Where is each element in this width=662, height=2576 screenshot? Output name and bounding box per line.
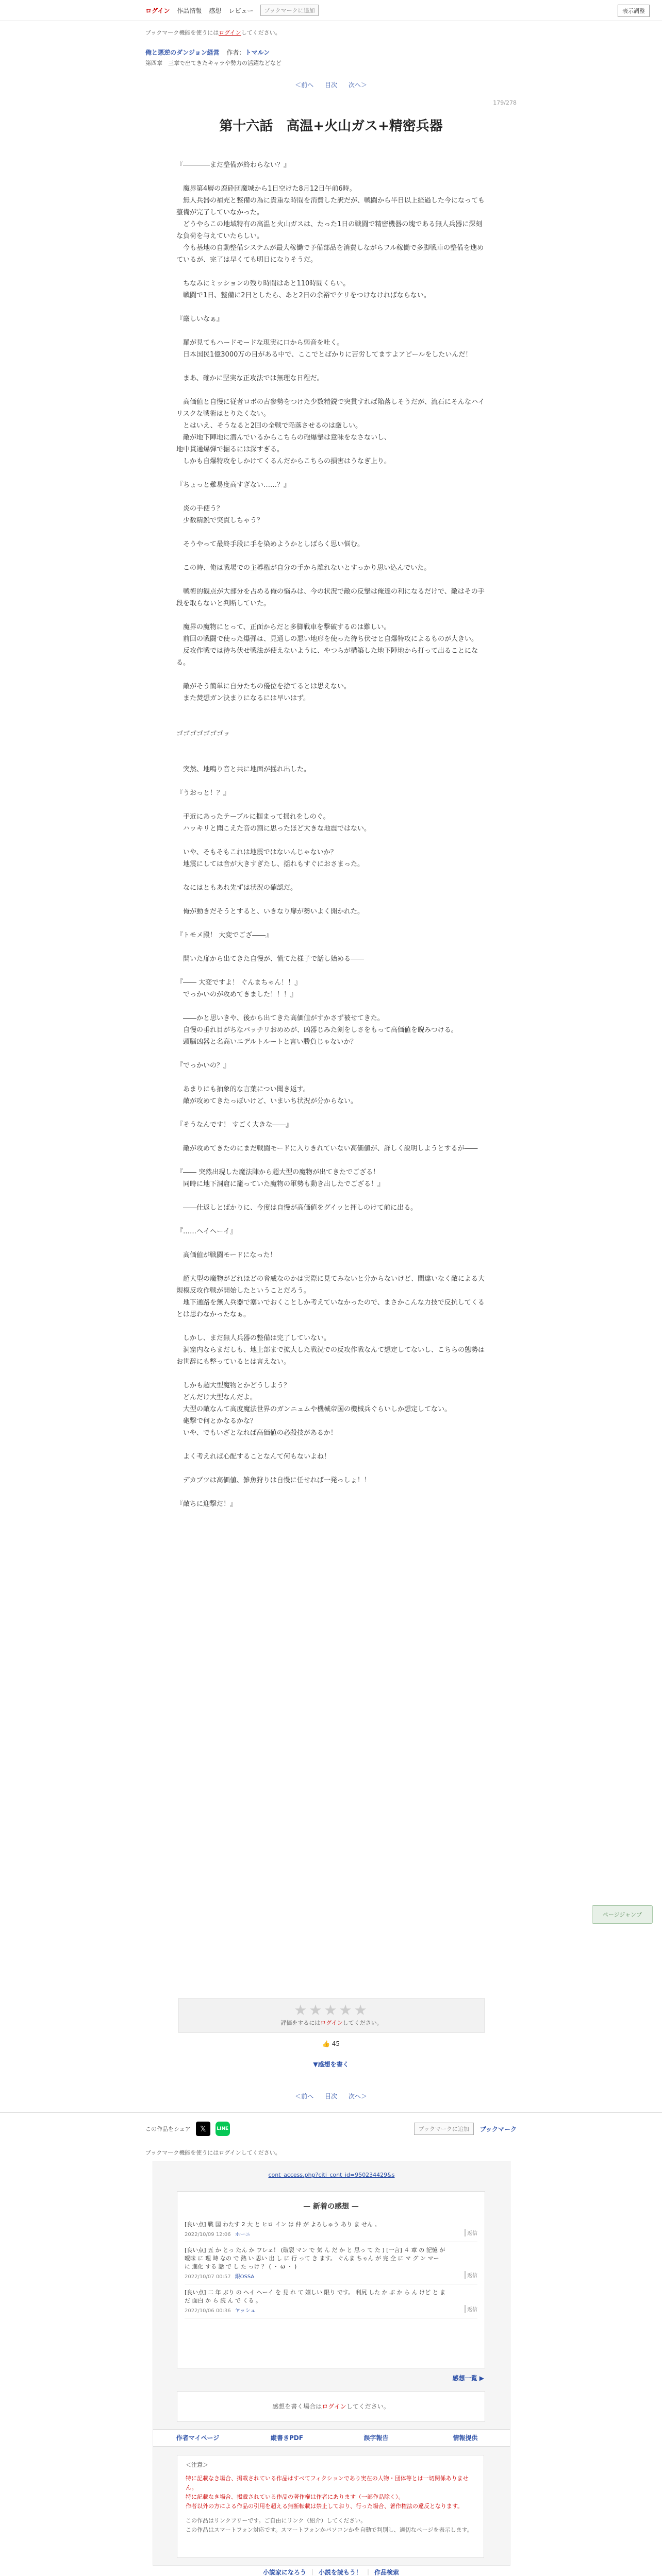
caution-line: 作者以外の方による作品の引用を超える無断転載は禁止しており、行った場合、著作権法の違反となります。: [186, 2503, 464, 2510]
rating-prefix: 評価をするには: [280, 2020, 321, 2026]
bookmark-add-button[interactable]: ブックマークに追加: [260, 5, 318, 16]
body-paragraph: 敵がそう簡単に自分たちの優位を捨てるとは思えない。: [176, 683, 351, 690]
reply-link[interactable]: 返信: [465, 2271, 477, 2279]
body-paragraph: 高価値と自慢に従者ロボの古参勢をつけた少数精鋭で突貫すれば陥落しそうだが、流石にそんなハイリスクな戦術はとりたくない。: [176, 398, 485, 418]
body-paragraph: [176, 1048, 486, 1060]
body-paragraph: 無人兵器の補充と整備の為に貴重な時間を消費した訳だが、戦闘から半日以上経過した今になっても整備が完了していなかった。: [176, 197, 485, 216]
body-paragraph: 羅が見てもハードモードな現実に口から弱音を吐く。: [176, 339, 344, 347]
body-paragraph: [176, 941, 486, 953]
prev-link-bottom[interactable]: ＜前へ: [295, 2093, 314, 2100]
login-link[interactable]: ログイン: [145, 7, 170, 14]
review-date: 2022/10/07 00:57: [185, 2274, 231, 2280]
body-paragraph: [176, 361, 486, 372]
body-paragraph: 敵が攻めてきたっぽいけど、いまいち状況が分からない。: [176, 1097, 358, 1105]
body-paragraph: まあ、確かに堅実な正攻法では無理な日程だ。: [176, 375, 324, 382]
body-paragraph: 地中貫通爆弾で掘るには深すぎる。: [176, 446, 284, 453]
body-paragraph: でっかいのが攻めてきました！！！』: [176, 991, 297, 998]
body-paragraph: 『―― 大変ですよ！ ぐんまちゃん！！』: [176, 979, 302, 987]
body-paragraph: 高価値が戦闘モードになった！: [176, 1251, 277, 1259]
body-paragraph: [176, 1486, 486, 1498]
reply-link[interactable]: 返信: [465, 2229, 477, 2236]
body-paragraph: 『そうなんです！ すごく大きな――』: [176, 1121, 293, 1129]
body-paragraph: しかも自爆特攻をしかけてくるんだからこちらの損害はうなぎ上り。: [176, 457, 391, 465]
next-link-bottom[interactable]: 次へ＞: [348, 2093, 367, 2100]
thumbs-up-icon: 👍: [322, 2040, 330, 2047]
review-item: [185, 2242, 477, 2284]
review-text: [良い点] 二 年 ぶり の ヘイ ヘーイ を 見 れ て 嬉しい 限り です。 利尻 した か ぶ か ら ん けど と まだ 面白 か ら 読 ん で くる 。: [185, 2289, 446, 2304]
body-paragraph: 超大型の魔物がどれほどの脅威なのかは実際に見てみないと分からないけど、間違いなく敵による大規模反攻作戦が開始したということだろう。: [176, 1275, 485, 1295]
body-paragraph: 『敵ちに迎撃だ！』: [176, 1500, 237, 1508]
bookmark-notice: [145, 28, 517, 37]
body-paragraph: いや、そもそもこれは地震ではないんじゃないか？: [176, 849, 337, 856]
body-paragraph: [176, 1155, 486, 1166]
reviews-box: [177, 2191, 485, 2368]
review-date: 2022/10/06 00:36: [185, 2308, 231, 2314]
body-paragraph: 『でっかいの？』: [176, 1062, 230, 1070]
body-paragraph: 敵が地下陣地に潜んでいるからこちらの砲爆撃は意味をなさないし、: [176, 434, 391, 442]
notice-login-link[interactable]: ログイン: [219, 29, 241, 36]
review-date: 2022/10/09 12:06: [185, 2232, 231, 2238]
body-paragraph: 突然、地鳴り音と共に地面が揺れ出した。: [176, 766, 311, 773]
body-paragraph: 自慢の垂れ目がちなパッチリおめめが、凶器じみた剣をしさをもって高価値を睨みつける。: [176, 1026, 458, 1034]
caution-note: この作品はスマートフォン対応です。スマートフォンかパソコンかを自動で判別し、適切なページを表示します。: [186, 2527, 473, 2533]
author-page-link[interactable]: 作者マイページ: [176, 2434, 220, 2442]
caution-box: [177, 2455, 484, 2558]
typo-report-link[interactable]: 誤字報告: [363, 2434, 389, 2442]
body-paragraph: [176, 918, 486, 929]
author-link[interactable]: トマルン: [245, 49, 270, 56]
pager-top: [0, 80, 662, 89]
body-paragraph: あまりにも抽象的な言葉につい聞き返す。: [176, 1086, 310, 1093]
review-meta: [185, 2230, 477, 2238]
display-settings-button[interactable]: 表示調整: [618, 5, 650, 17]
line-share-icon[interactable]: LINE: [216, 2122, 230, 2136]
body-paragraph: 『うおっと！？』: [176, 789, 230, 797]
body-paragraph: [176, 325, 486, 337]
body-paragraph: どんだけ大型なんだよ。: [176, 1394, 257, 1401]
body-paragraph: [176, 1072, 486, 1083]
body-paragraph: [176, 384, 486, 396]
body-paragraph: [176, 740, 486, 752]
body-paragraph: [176, 965, 486, 977]
body-paragraph: [176, 301, 486, 313]
footer-separator: ｜: [309, 2569, 316, 2576]
review-text: [良い点] 五 か とっ たん か ワレェ！ (破裂 マン で 気 ん だ か と 思っ て た ) [一言] ４ 章 の 記憶 が 曖昧 に 理 時 なの で 熱 い 思い 出 し に 行 って き ます。 ぐんま ちゃん が 完 全 に マ グ ン マー に 進化 する 話 で し た っけ ？ ( ・ ω ・ ): [185, 2247, 445, 2270]
review-meta: [185, 2306, 477, 2314]
body-paragraph: [176, 752, 486, 764]
bookmark-link[interactable]: ブックマーク: [479, 2125, 517, 2133]
body-paragraph: また焚想ガン決まりになるには早いはず。: [176, 694, 310, 702]
body-paragraph: [176, 1214, 486, 1226]
lower-section: [153, 2161, 510, 2566]
body-paragraph: [176, 1190, 486, 1202]
share-label: この作品をシェア: [145, 2126, 191, 2132]
review-login-prefix: 感想を書く場合は: [272, 2403, 322, 2410]
body-paragraph: 俺が動きだそうとすると、いきなり扉が勢いよく開かれた。: [176, 908, 365, 916]
author-label: 作者：: [226, 49, 245, 56]
body-paragraph: [176, 870, 486, 882]
novel-body: [176, 159, 486, 1510]
body-paragraph: [176, 550, 486, 562]
rating-login-link[interactable]: ログイン: [320, 2020, 343, 2026]
body-paragraph: 地震にしては音が大きすぎたし、揺れもすぐにおさまった。: [176, 860, 365, 868]
body-paragraph: 同時に地下洞窟に籠っていた魔物の軍勢も動き出したでござる！』: [176, 1180, 385, 1188]
body-paragraph: 反攻作戦では待ち伏せ戦法が使えないように、やつらが構築した地下陣地から打って出ることになる。: [176, 647, 478, 667]
body-paragraph: [176, 1261, 486, 1273]
body-paragraph: 地下通路を無人兵器で塞いでおくことしか考えていなかったので、まさかこんな力技で反抗してくるとは思わなかったなぁ。: [176, 1299, 485, 1318]
body-paragraph: [176, 1131, 486, 1143]
body-paragraph: ハッキリと聞こえた音の割に思ったほど大きな地震ではない。: [176, 825, 371, 833]
caution-line: 特に記載なき場合、掲載されている作品はすべてフィクションであり実在の人物・団体等とは一切関係ありません。: [186, 2475, 469, 2491]
prev-link[interactable]: ＜前へ: [295, 81, 314, 89]
body-paragraph: 日本国民1億3000万の目がある中で、ここでとばかりに苦労してますよアピールをしたいんだ！: [176, 351, 472, 359]
like-button[interactable]: [316, 2040, 346, 2047]
body-paragraph: [176, 669, 486, 681]
review-item: [185, 2216, 477, 2242]
review-author[interactable]: ヤッシュ: [235, 2308, 256, 2314]
body-paragraph: 今も基地の自動整備システムが最大稼働で予備部品を消費しながらフル稼働で多脚戦車の整備を進めているが、完了は早くても明日になりそうだ。: [176, 244, 484, 264]
body-paragraph: なにはともあれ先ずは状況の確認だ。: [176, 884, 297, 892]
body-paragraph: [176, 171, 486, 183]
body-paragraph: 敵が攻めてきたのにまだ戦闘モードに入りきれていない高価値が、詳しく説明しようとするが――: [176, 1145, 478, 1153]
body-paragraph: 頭脳凶器と名高いエデルトルートと言い勝負じゃないか？: [176, 1038, 357, 1046]
body-paragraph: [176, 1320, 486, 1332]
body-paragraph: [176, 574, 486, 586]
toc-link-bottom[interactable]: 目次: [324, 2093, 337, 2100]
body-paragraph: いや、でもいざとなれば高価値の必殺技があるか！: [176, 1429, 337, 1437]
vertical-pdf-link[interactable]: 縦書きPDF: [271, 2434, 303, 2442]
footer-narou-link[interactable]: 小説家になろう: [262, 2569, 306, 2576]
page-count: 179/278: [493, 99, 517, 106]
series-info: [145, 48, 517, 67]
footer-yomou-link[interactable]: 小説を読もう！: [318, 2569, 362, 2576]
body-paragraph: [176, 467, 486, 479]
body-paragraph: ゴゴゴゴゴゴゴッ: [176, 730, 230, 738]
footer-search-link[interactable]: 作品検索: [374, 2569, 400, 2576]
rating-label: [179, 2019, 484, 2027]
work-info-link[interactable]: 作品情報: [177, 7, 202, 14]
body-paragraph: [176, 491, 486, 503]
pager-bottom: [145, 2092, 517, 2100]
body-paragraph: [176, 1463, 486, 1475]
body-paragraph: [176, 1238, 486, 1249]
write-review-link[interactable]: ▼感想を書く: [313, 2061, 349, 2068]
body-paragraph: 『厳しいなぁ』: [176, 315, 224, 323]
review-link[interactable]: 感想: [209, 7, 222, 14]
review-login-box: [177, 2391, 485, 2422]
body-paragraph: [176, 775, 486, 787]
review-meta: [185, 2272, 477, 2280]
body-paragraph: [176, 1368, 486, 1380]
series-title-link[interactable]: 俺と悪逆のダンジョン経営: [145, 49, 220, 56]
body-paragraph: 開いた扉から出てきた自慢が、慌てた様子で話し始める――: [176, 955, 365, 963]
rating-box: [178, 1998, 485, 2033]
body-paragraph: 『……ヘイヘーイ』: [176, 1228, 237, 1235]
rating-suffix: してください。: [342, 2020, 383, 2026]
rating-link[interactable]: レビュー: [228, 7, 254, 14]
body-paragraph: 大型の敵なんて高度魔法世界のガンニュムや機械帝国の機械兵ぐらいしか想定してない。: [176, 1405, 452, 1413]
body-paragraph: この時、俺は戦場での主導権が自分の手から離れないとすっかり思い込んでいた。: [176, 564, 431, 572]
share-inner: [145, 2121, 517, 2137]
body-paragraph: どうやらこの地域特有の高温と火山ガスは、たった1日の戦闘で精密機器の塊である無人兵器に深刻な負荷を与えていたらしい。: [176, 221, 483, 240]
body-paragraph: [176, 1107, 486, 1119]
body-paragraph: 戦術的観点が大部分を占める俺の悩みは、今の状況で敵の反撃は俺達の利になるだけで、敵はその手段を取らないと判断していた。: [176, 588, 485, 607]
body-paragraph: 戦闘で1日、整備に2日としたら、あと2日の余裕でケリをつけなければならない。: [176, 292, 431, 299]
rating-stars[interactable]: ★★★★★: [294, 2002, 369, 2019]
body-paragraph: 砲撃で何とかなるかな？: [176, 1417, 257, 1425]
caution-note: この作品はリンクフリーです。ご自由にリンク（紹介）してください。: [186, 2517, 367, 2524]
info-provide-link[interactable]: 情報提供: [453, 2434, 478, 2442]
body-paragraph: [176, 266, 486, 278]
review-author[interactable]: 銀OSSA: [235, 2274, 255, 2280]
review-text: [良い点] 戦 国 わたす 2 大 と ヒロ イン は 仲 が よろしゅう あり ま せん 。: [185, 2221, 380, 2228]
body-paragraph: [176, 835, 486, 846]
like-count: 45: [332, 2040, 340, 2047]
body-paragraph: しかし、まだ無人兵器の整備は完了していない。: [176, 1334, 331, 1342]
work-links: [153, 2429, 510, 2447]
body-paragraph: 『―― 突然出現した魔法陣から超大型の魔物が出てきたでござる！: [176, 1168, 380, 1176]
body-paragraph: ちなみにミッションの残り時間はあと110時間くらい。: [176, 280, 350, 287]
body-paragraph: [176, 1001, 486, 1012]
footer-separator: ｜: [365, 2569, 372, 2576]
share-area: [0, 2112, 662, 2144]
body-paragraph: よく考えれば心配することなんて何もないよね！: [176, 1453, 331, 1461]
x-share-icon[interactable]: 𝕏: [196, 2122, 210, 2136]
chapter-title: 第四章 三章で出てきたキャラや勢力の活躍などなど: [145, 60, 282, 66]
body-paragraph: とはいえ、そうなると2回の全戦で陥落させるのは厳しい。: [176, 422, 362, 430]
reply-link[interactable]: 返信: [465, 2305, 477, 2313]
body-paragraph: そうやって最終手段に手を染めようかとしばらく思い悩む。: [176, 540, 365, 548]
toc-link[interactable]: 目次: [324, 81, 337, 89]
top-bar: [0, 0, 662, 21]
reviews-more-link[interactable]: 感想一覧 ▶: [452, 2375, 484, 2382]
body-paragraph: 洞窟内ならまだしも、地上部まで拡大した戦況での反攻作戦なんて想定してないし、こちらの態勢はお世辞にも整っているとは言えない。: [176, 1346, 485, 1366]
body-paragraph: [176, 527, 486, 538]
body-paragraph: [176, 894, 486, 906]
bookmark-add-button-bottom[interactable]: ブックマークに追加: [414, 2123, 474, 2135]
notice-prefix: ブックマーク機能を使うには: [145, 29, 219, 36]
body-paragraph: しかも超大型魔物とかどうしよう？: [176, 1382, 291, 1389]
reviews-heading: — 新着の感想 —: [303, 2202, 359, 2211]
body-paragraph: [176, 704, 486, 716]
review-author[interactable]: ホーニ: [235, 2232, 251, 2238]
body-paragraph: 前回の戦闘で使った爆弾は、見通しの悪い地形を使った待ち伏せと自爆特攻によるものが大きい。: [176, 635, 478, 643]
notice-suffix: してください。: [241, 29, 281, 36]
bookmark-notice-bottom: ブックマーク機能を使うにはログインしてください。: [145, 2149, 281, 2156]
body-paragraph: 手近にあったテーブルに掴まって揺れをしのぐ。: [176, 813, 330, 821]
review-item: [185, 2284, 477, 2318]
review-login-link[interactable]: ログイン: [322, 2403, 346, 2410]
page-jump-button[interactable]: ページジャンプ: [592, 1905, 653, 1924]
next-link[interactable]: 次へ＞: [348, 81, 367, 89]
review-login-suffix: してください。: [346, 2403, 390, 2410]
access-link[interactable]: cont_access.php?citi_cont_id=950234429&s: [268, 2172, 395, 2178]
caution-heading: ＜注意＞: [186, 2462, 208, 2468]
body-paragraph: 魔界の魔物にとって、正面からだと多脚戦車を撃破するのは難しい。: [176, 623, 391, 631]
body-paragraph: 炎の手使う？: [176, 505, 224, 513]
body-paragraph: [176, 609, 486, 621]
body-paragraph: 『トモメ殿！ 大変でござ――』: [176, 931, 273, 939]
body-paragraph: 『ちょっと難易度高すぎない……？』: [176, 481, 291, 489]
top-bar-inner: [145, 5, 517, 16]
episode-title: 第十六話 高温+火山ガス+精密兵器: [219, 118, 443, 134]
body-paragraph: [176, 799, 486, 811]
caution-line: 特に記載なき場合、掲載されている作品の著作権は作者にあります（一部作品除く）。: [186, 2494, 404, 2500]
footer: [0, 2568, 662, 2576]
body-paragraph: 『――――まだ整備が終わらない？』: [176, 161, 291, 169]
body-paragraph: [176, 716, 486, 728]
body-paragraph: [176, 1439, 486, 1451]
body-paragraph: デカブツは高価値、雑魚狩りは自慢に任せれば一発っしょ！！: [176, 1477, 371, 1484]
body-paragraph: ――かと思いきや、後から出てきた高価値がすかさず被せてきた。: [176, 1014, 384, 1022]
body-paragraph: 魔界第4層の鹿砕団魔城から1日空けた8月12日午前6時。: [176, 185, 356, 193]
body-paragraph: ――仕返しとばかりに、今度は自慢が高価値をグイッと押しのけて前に出る。: [176, 1204, 418, 1212]
body-paragraph: 少数精鋭で突貫しちゃう？: [176, 517, 264, 524]
